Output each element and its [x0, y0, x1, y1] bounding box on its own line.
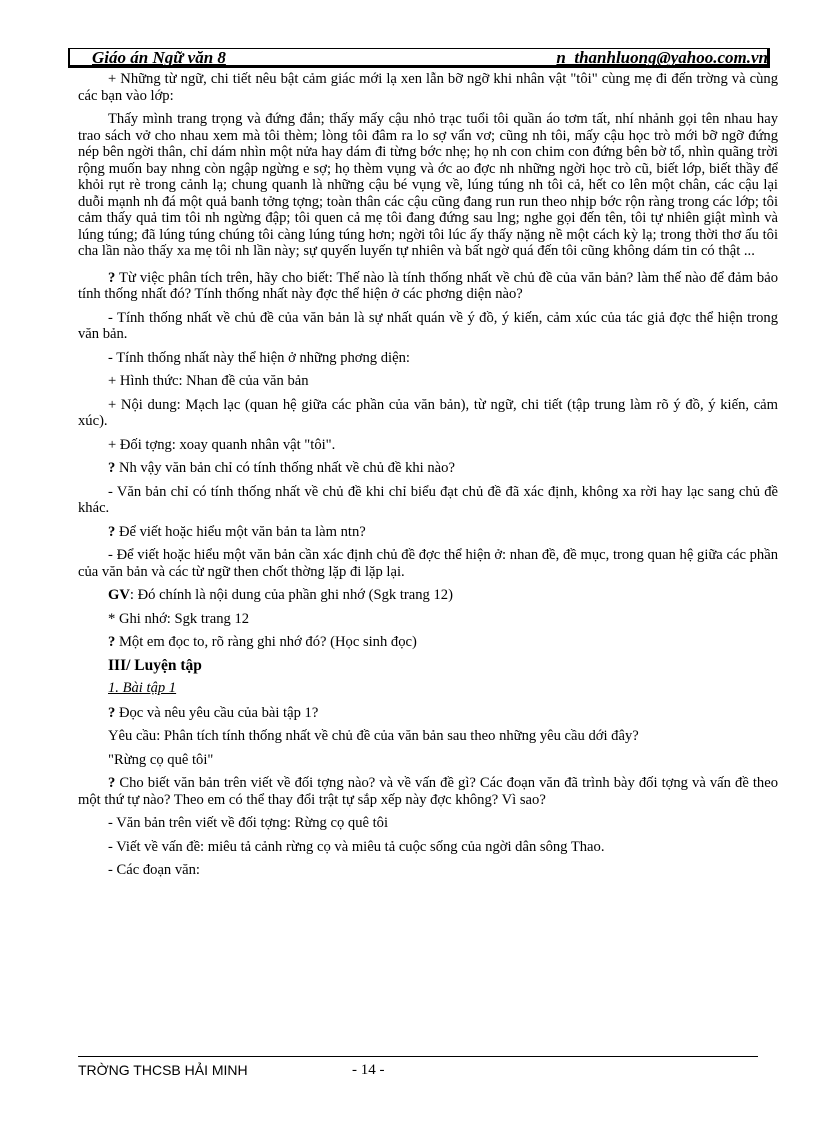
paragraph: - Các đoạn văn:	[108, 862, 200, 878]
question-mark: ?	[108, 775, 116, 791]
paragraph: + Nội dung: Mạch lạc (quan hệ giữa các phần của văn bản), từ ngữ, chi tiết (tập trung làm rõ ý đồ, ý kiến, cảm xúc).	[78, 396, 778, 429]
note-paragraph: * Ghi nhớ: Sgk trang 12	[108, 610, 250, 627]
page-number: - 14 -	[352, 1062, 385, 1078]
gv-paragraph	[78, 587, 778, 604]
paragraph: - Văn bản trên viết về đối tợng: Rừng cọ quê tôi	[108, 815, 389, 831]
paragraph: - Tính thống nhất này thể hiện ở những phơng diện:	[108, 349, 410, 366]
gv-text: : Đó chính là nội dung của phần ghi nhớ (Sgk trang 12)	[129, 587, 453, 603]
paragraph: Thấy mình trang trọng và đứng đắn; thấy mấy cậu nhỏ trạc tuổi tôi quần áo tơm tất, nhí nhảnh gọi tên nhau hay trao sách vở cho nhau xem mà tôi thèm; lòng tôi đâm ra lo sợ vẩn vơ; cũng nh tôi, mấy cậu học trò mới bỡ ngỡ đứng nép bên ngời thân, chỉ dám nhìn một nửa hay dám đi từng bớc nhẹ; họ nh con chim con đứng bên bờ tổ, nhìn quãng trời rộng muốn bay nhng còn ngập ngừng e sợ; họ thèm vụng và ớc ao đợc nh những ngời học trò cũ, biết lớp, biết thầy để khỏi rụt rè trong cảnh lạ; chung quanh là những cậu bé vụng về, lúng túng nh tôi cả, hết co lên một chân, các cậu lại duỗi mạnh nh đá một quả banh tởng tợng; toàn thân các cậu cũng đang run run theo nhịp bớc rộn ràng trong các lớp; tôi cảm thấy quả tim tôi nh ngừng đập; tôi quen cả mẹ tôi đang đứng sau lng; nghe gọi đến tên, tôi tự nhiên giật mình và lúng túng; đã lúng túng chúng tôi càng lúng túng hơn; ngời tôi lúc ấy thấy nặng nề một cách kỳ lạ; trong thời thơ ấu tôi cha lần nào thấy xa mẹ tôi nh lần này; sự quyến luyến tự nhiên và bất ngờ quá đến tôi cũng không dám tin có thật ...	[78, 111, 778, 259]
question-paragraph: ? Đọc và nêu yêu cầu của bài tập 1?	[108, 704, 319, 721]
question-paragraph: ? Nh vậy văn bản chỉ có tính thống nhất về chủ đề khi nào?	[108, 460, 455, 476]
footer-school: TRỜNG THCSB HẢI MINH	[78, 1062, 248, 1078]
paragraph: + Đối tợng: xoay quanh nhân vật "tôi".	[108, 436, 336, 453]
gv-label: GV	[108, 587, 130, 603]
header-title: Giáo án Ngữ văn 8	[92, 48, 226, 67]
text-title: "Rừng cọ quê tôi"	[108, 751, 214, 768]
paragraph: - Tính thống nhất về chủ đề của văn bản là sự nhất quán về ý đồ, ý kiến, cảm xúc của tác giả đợc thể hiện trong văn bản.	[78, 309, 778, 342]
question-paragraph: ? Từ việc phân tích trên, hãy cho biết: Thế nào là tính thống nhất về chủ đề của văn bản? làm thế nào để đảm bảo tính thống nhất đó? Tính thống nhất này đợc thể hiện ở các phơng diện nào?	[78, 269, 778, 302]
exercise-title: 1. Bài tập 1	[108, 680, 177, 696]
paragraph: Yêu cầu: Phân tích tính thống nhất về chủ đề của văn bản sau theo những yêu cầu dới đây?	[108, 728, 639, 744]
question-mark: ?	[108, 634, 116, 650]
question-mark: ?	[108, 704, 116, 721]
paragraph: + Hình thức: Nhan đề của văn bản	[108, 373, 309, 389]
footer-divider	[78, 1056, 758, 1057]
paragraph: - Viết về vấn đề: miêu tả cảnh rừng cọ và miêu tả cuộc sống của ngời dân sông Thao.	[108, 838, 605, 855]
header-email: n_thanhluong@yahoo.com.vn	[556, 48, 768, 67]
question-paragraph: ? Cho biết văn bản trên viết về đối tợng nào? và về vấn đề gì? Các đoạn văn đã trình bày đối tợng và vấn đề theo một thứ tự nào? Theo em có thể thay đổi trật tự sắp xếp này đợc không? Vì sao?	[78, 775, 778, 808]
question-paragraph: ? Để viết hoặc hiểu một văn bản ta làm ntn?	[108, 523, 366, 540]
question-mark: ?	[108, 269, 116, 286]
question-mark: ?	[108, 523, 116, 540]
question-mark: ?	[108, 460, 116, 476]
paragraph: + Những từ ngữ, chi tiết nêu bật cảm giác mới lạ xen lẫn bỡ ngỡ khi nhân vật "tôi" cùng mẹ đi đến trờng và cùng các bạn vào lớp:	[78, 71, 778, 104]
document-body	[78, 71, 778, 886]
question-paragraph: ? Một em đọc to, rõ ràng ghi nhớ đó? (Học sinh đọc)	[108, 634, 417, 650]
paragraph: - Văn bản chỉ có tính thống nhất về chủ đề khi chỉ biểu đạt chủ đề đã xác định, không xa rời hay lạc sang chủ đề khác.	[78, 483, 778, 516]
paragraph: - Để viết hoặc hiểu một văn bản cần xác định chủ đề đợc thể hiện ở: nhan đề, đề mục, trong quan hệ giữa các phần của văn bản và các từ ngữ then chốt thờng lặp đi lặp lại.	[78, 547, 778, 580]
section-heading: III/ Luyện tập	[108, 656, 202, 674]
